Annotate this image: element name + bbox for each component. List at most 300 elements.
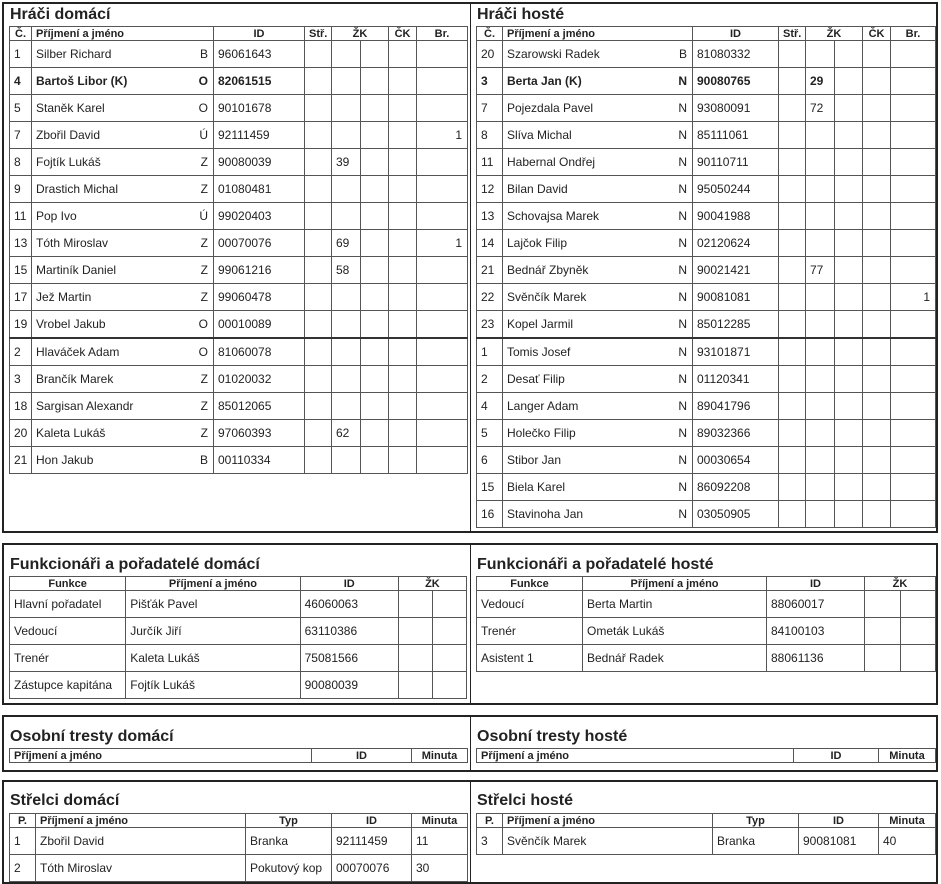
player-br xyxy=(891,149,936,176)
player-str xyxy=(305,203,332,230)
player-ck xyxy=(863,149,891,176)
player-row xyxy=(477,284,936,311)
col-zk: ŽK xyxy=(332,27,389,41)
away-officials-title: Funkcionáři a pořadatelé hosté xyxy=(477,556,714,573)
scorer-order: 1 xyxy=(10,828,36,855)
col-type: Typ xyxy=(246,814,332,828)
player-name-cell xyxy=(32,338,214,366)
player-zk xyxy=(332,203,361,230)
player-str xyxy=(305,68,332,95)
player-name-cell xyxy=(503,447,693,474)
col-name: Příjmení a jméno xyxy=(10,749,312,763)
player-ck xyxy=(389,420,417,447)
official-id: 88061136 xyxy=(767,645,865,672)
player-name-cell xyxy=(32,203,214,230)
player-name: Tomis Josef xyxy=(507,345,571,359)
player-name-cell xyxy=(503,257,693,284)
player-zk xyxy=(806,284,835,311)
player-name: Kaleta Lukáš xyxy=(36,426,106,440)
player-ck xyxy=(389,122,417,149)
player-position: N xyxy=(678,426,687,440)
player-id: 90041988 xyxy=(693,203,779,230)
player-zk xyxy=(806,501,835,528)
player-zk2 xyxy=(835,176,863,203)
player-name-cell xyxy=(503,311,693,339)
col-br: Br. xyxy=(417,27,468,41)
player-position: N xyxy=(678,263,687,277)
player-id: 85111061 xyxy=(693,122,779,149)
official-row xyxy=(477,618,936,645)
home-scorers-title: Střelci domácí xyxy=(10,792,120,809)
player-zk: 69 xyxy=(332,230,361,257)
player-id: 90021421 xyxy=(693,257,779,284)
player-name: Drastich Michal xyxy=(36,182,119,196)
player-row xyxy=(10,68,468,95)
player-ck xyxy=(863,366,891,393)
scorer-name: Zbořil David xyxy=(36,828,246,855)
col-zk: ŽK xyxy=(806,27,863,41)
official-zk2 xyxy=(432,618,466,645)
player-row xyxy=(477,366,936,393)
player-name: Jež Martin xyxy=(36,290,92,304)
player-id: 02120624 xyxy=(693,230,779,257)
player-row xyxy=(10,149,468,176)
col-id: ID xyxy=(332,814,412,828)
col-ck: ČK xyxy=(389,27,417,41)
official-row xyxy=(10,672,467,699)
official-zk xyxy=(865,645,901,672)
player-zk2 xyxy=(835,501,863,528)
player-zk: 72 xyxy=(806,95,835,122)
player-number: 16 xyxy=(477,501,503,528)
player-name-cell xyxy=(503,203,693,230)
player-ck xyxy=(863,122,891,149)
player-number: 8 xyxy=(477,122,503,149)
player-row xyxy=(10,366,468,393)
player-zk xyxy=(332,176,361,203)
player-br xyxy=(891,474,936,501)
col-id: ID xyxy=(767,577,865,591)
player-name: Hlaváček Adam xyxy=(36,345,120,359)
player-id: 01080481 xyxy=(214,176,305,203)
officials-divider xyxy=(470,545,471,703)
player-str xyxy=(305,41,332,68)
player-str xyxy=(779,366,806,393)
player-row xyxy=(477,338,936,366)
player-str xyxy=(305,122,332,149)
player-name: Brančík Marek xyxy=(36,372,114,386)
player-name-cell xyxy=(503,338,693,366)
player-br xyxy=(891,420,936,447)
player-br xyxy=(891,447,936,474)
scorer-name: Svěnčík Marek xyxy=(503,828,713,855)
player-zk2 xyxy=(361,420,389,447)
home-penalties-title: Osobní tresty domácí xyxy=(10,728,174,745)
player-ck xyxy=(863,257,891,284)
player-ck xyxy=(863,338,891,366)
player-ck xyxy=(389,230,417,257)
player-name-cell xyxy=(503,284,693,311)
player-number: 7 xyxy=(477,95,503,122)
player-row xyxy=(477,501,936,528)
player-number: 5 xyxy=(477,420,503,447)
player-position: O xyxy=(198,317,208,331)
official-role: Vedoucí xyxy=(477,591,583,618)
player-zk2 xyxy=(835,420,863,447)
official-id: 84100103 xyxy=(767,618,865,645)
player-zk2 xyxy=(361,149,389,176)
player-position: Z xyxy=(200,155,208,169)
player-row xyxy=(477,41,936,68)
player-row xyxy=(477,68,936,95)
player-br: 1 xyxy=(417,230,468,257)
player-name-cell xyxy=(503,366,693,393)
player-name: Szarowski Radek xyxy=(507,47,600,61)
home-players-title: Hráči domácí xyxy=(10,6,111,23)
player-br xyxy=(891,176,936,203)
col-name: Příjmení a jméno xyxy=(32,27,214,41)
away-players-table xyxy=(476,26,936,528)
player-name: Fojtík Lukáš xyxy=(36,155,101,169)
player-name: Silber Richard xyxy=(36,47,112,61)
player-position: Z xyxy=(200,182,208,196)
home-scorers-table xyxy=(9,813,468,882)
player-str xyxy=(305,420,332,447)
player-name-cell xyxy=(503,95,693,122)
scorer-id: 00070076 xyxy=(332,855,412,882)
player-zk xyxy=(806,393,835,420)
player-str xyxy=(305,257,332,284)
official-zk xyxy=(398,618,432,645)
official-row xyxy=(477,645,936,672)
player-name-cell xyxy=(503,176,693,203)
player-zk2 xyxy=(835,311,863,339)
col-minute: Minuta xyxy=(879,814,936,828)
player-str xyxy=(305,338,332,366)
player-number: 22 xyxy=(477,284,503,311)
player-br xyxy=(417,41,468,68)
col-id: ID xyxy=(312,749,412,763)
player-id: 93101871 xyxy=(693,338,779,366)
player-zk2 xyxy=(835,393,863,420)
official-zk xyxy=(398,672,432,699)
player-row xyxy=(477,149,936,176)
player-number: 11 xyxy=(477,149,503,176)
player-number: 4 xyxy=(10,68,32,95)
player-str xyxy=(779,393,806,420)
player-id: 90081081 xyxy=(693,284,779,311)
player-id: 85012065 xyxy=(214,393,305,420)
player-number: 12 xyxy=(477,176,503,203)
player-name-cell xyxy=(503,41,693,68)
official-row xyxy=(10,591,467,618)
player-number: 15 xyxy=(477,474,503,501)
player-number: 20 xyxy=(10,420,32,447)
player-row xyxy=(10,447,468,474)
official-zk xyxy=(398,591,432,618)
home-officials-title: Funkcionáři a pořadatelé domácí xyxy=(10,556,260,573)
player-name-cell xyxy=(503,230,693,257)
player-name-cell xyxy=(32,68,214,95)
official-role: Vedoucí xyxy=(10,618,126,645)
away-scorers-title: Střelci hosté xyxy=(477,792,574,809)
player-name-cell xyxy=(32,122,214,149)
player-number: 1 xyxy=(10,41,32,68)
player-br xyxy=(891,68,936,95)
official-zk2 xyxy=(901,618,936,645)
player-position: N xyxy=(678,507,687,521)
player-zk xyxy=(332,311,361,339)
scorer-type: Branka xyxy=(246,828,332,855)
player-id: 00030654 xyxy=(693,447,779,474)
player-zk2 xyxy=(835,149,863,176)
player-position: N xyxy=(678,236,687,250)
player-id: 90080765 xyxy=(693,68,779,95)
player-ck xyxy=(389,284,417,311)
player-ck xyxy=(863,176,891,203)
player-br xyxy=(891,122,936,149)
col-type: Typ xyxy=(713,814,799,828)
player-zk2 xyxy=(835,474,863,501)
player-zk xyxy=(806,447,835,474)
player-row xyxy=(477,311,936,339)
player-zk xyxy=(332,122,361,149)
player-name: Langer Adam xyxy=(507,399,579,413)
player-position: N xyxy=(678,345,687,359)
player-ck xyxy=(863,447,891,474)
player-position: N xyxy=(678,209,687,223)
player-id: 99061216 xyxy=(214,257,305,284)
player-str xyxy=(305,230,332,257)
player-zk2 xyxy=(361,95,389,122)
player-position: Ú xyxy=(199,128,208,142)
player-number: 23 xyxy=(477,311,503,339)
player-br xyxy=(891,203,936,230)
player-position: Z xyxy=(200,290,208,304)
player-position: N xyxy=(678,128,687,142)
scorer-id: 92111459 xyxy=(332,828,412,855)
player-zk: 62 xyxy=(332,420,361,447)
official-role: Trenér xyxy=(10,645,126,672)
col-id: ID xyxy=(214,27,305,41)
player-zk xyxy=(806,311,835,339)
player-number: 3 xyxy=(10,366,32,393)
player-str xyxy=(779,501,806,528)
player-br xyxy=(891,311,936,339)
col-str: Stř. xyxy=(305,27,332,41)
scorer-order: 2 xyxy=(10,855,36,882)
player-position: Ú xyxy=(199,209,208,223)
away-penalties-table xyxy=(476,748,936,763)
official-name: Fojtík Lukáš xyxy=(126,672,300,699)
player-position: N xyxy=(678,74,687,88)
player-str xyxy=(305,366,332,393)
player-number: 6 xyxy=(477,447,503,474)
player-zk2 xyxy=(835,338,863,366)
player-id: 95050244 xyxy=(693,176,779,203)
player-br xyxy=(417,447,468,474)
player-id: 97060393 xyxy=(214,420,305,447)
player-number: 3 xyxy=(477,68,503,95)
player-row xyxy=(477,230,936,257)
away-penalties-title: Osobní tresty hosté xyxy=(477,728,628,745)
player-number: 21 xyxy=(10,447,32,474)
player-number: 13 xyxy=(477,203,503,230)
player-position: B xyxy=(199,47,208,61)
col-name: Příjmení a jméno xyxy=(503,27,693,41)
player-str xyxy=(779,338,806,366)
player-str xyxy=(305,447,332,474)
player-ck xyxy=(863,230,891,257)
player-ck xyxy=(863,393,891,420)
player-name-cell xyxy=(503,474,693,501)
player-number: 2 xyxy=(10,338,32,366)
player-number: 13 xyxy=(10,230,32,257)
player-number: 19 xyxy=(10,311,32,339)
player-name: Hon Jakub xyxy=(36,453,94,467)
player-zk xyxy=(332,284,361,311)
official-row xyxy=(10,618,467,645)
player-zk2 xyxy=(361,257,389,284)
official-id: 46060063 xyxy=(300,591,398,618)
player-name: Holečko Filip xyxy=(507,426,576,440)
player-position: N xyxy=(678,399,687,413)
player-zk2 xyxy=(835,366,863,393)
player-str xyxy=(305,176,332,203)
scorer-id: 90081081 xyxy=(799,828,879,855)
scorer-minute: 30 xyxy=(412,855,468,882)
player-name: Tóth Miroslav xyxy=(36,236,109,250)
player-position: B xyxy=(678,47,687,61)
player-br xyxy=(891,41,936,68)
player-ck xyxy=(863,284,891,311)
player-id: 99020403 xyxy=(214,203,305,230)
player-br xyxy=(891,230,936,257)
player-name: Staněk Karel xyxy=(36,101,105,115)
player-row xyxy=(477,176,936,203)
player-name-cell xyxy=(503,68,693,95)
col-role: Funkce xyxy=(477,577,583,591)
players-divider xyxy=(470,4,471,531)
player-br: 1 xyxy=(891,284,936,311)
official-name: Ometák Lukáš xyxy=(583,618,767,645)
player-id: 00110334 xyxy=(214,447,305,474)
player-zk xyxy=(806,122,835,149)
player-zk2 xyxy=(361,68,389,95)
player-position: Z xyxy=(200,426,208,440)
player-zk2 xyxy=(361,122,389,149)
player-zk: 58 xyxy=(332,257,361,284)
player-name-cell xyxy=(503,420,693,447)
player-name: Bednář Zbyněk xyxy=(507,263,589,277)
player-br xyxy=(417,311,468,339)
player-zk xyxy=(332,393,361,420)
player-name-cell xyxy=(32,176,214,203)
player-zk xyxy=(332,447,361,474)
player-zk xyxy=(806,474,835,501)
player-id: 82061515 xyxy=(214,68,305,95)
col-id: ID xyxy=(300,577,398,591)
player-zk2 xyxy=(835,230,863,257)
col-minute: Minuta xyxy=(412,749,468,763)
player-number: 9 xyxy=(10,176,32,203)
col-br: Br. xyxy=(891,27,936,41)
scorer-row xyxy=(10,855,468,882)
player-name: Pojezdala Pavel xyxy=(507,101,594,115)
officials-section xyxy=(2,543,938,705)
col-name: Příjmení a jméno xyxy=(583,577,767,591)
player-id: 93080091 xyxy=(693,95,779,122)
player-name-cell xyxy=(32,447,214,474)
player-row xyxy=(477,122,936,149)
col-ck: ČK xyxy=(863,27,891,41)
player-id: 03050905 xyxy=(693,501,779,528)
scorers-divider xyxy=(470,782,471,882)
player-name: Bilan David xyxy=(507,182,568,196)
player-position: N xyxy=(678,372,687,386)
player-position: Z xyxy=(200,399,208,413)
player-br xyxy=(417,257,468,284)
player-zk2 xyxy=(361,41,389,68)
player-br xyxy=(891,257,936,284)
player-str xyxy=(779,257,806,284)
player-position: N xyxy=(678,155,687,169)
player-zk xyxy=(806,366,835,393)
player-zk xyxy=(806,420,835,447)
col-name: Příjmení a jméno xyxy=(36,814,246,828)
player-row xyxy=(10,338,468,366)
player-id: 90080039 xyxy=(214,149,305,176)
player-name: Pop Ivo xyxy=(36,209,77,223)
player-str xyxy=(779,41,806,68)
player-name: Bartoš Libor (K) xyxy=(36,74,128,88)
player-br xyxy=(891,366,936,393)
player-br xyxy=(891,95,936,122)
player-zk xyxy=(806,41,835,68)
player-id: 90101678 xyxy=(214,95,305,122)
player-id: 89032366 xyxy=(693,420,779,447)
player-id: 00010089 xyxy=(214,311,305,339)
player-str xyxy=(779,447,806,474)
official-zk2 xyxy=(901,591,936,618)
player-name-cell xyxy=(503,501,693,528)
player-id: 01120341 xyxy=(693,366,779,393)
player-position: N xyxy=(678,290,687,304)
player-position: N xyxy=(678,101,687,115)
away-scorers-table xyxy=(476,813,936,855)
player-position: N xyxy=(678,453,687,467)
scorer-type: Pokutový kop xyxy=(246,855,332,882)
player-zk2 xyxy=(361,393,389,420)
player-row xyxy=(10,311,468,339)
player-br xyxy=(417,149,468,176)
player-str xyxy=(779,176,806,203)
away-officials-table xyxy=(476,576,936,672)
official-zk2 xyxy=(901,645,936,672)
player-zk2 xyxy=(361,338,389,366)
player-id: 92111459 xyxy=(214,122,305,149)
player-br: 1 xyxy=(417,122,468,149)
player-name-cell xyxy=(32,257,214,284)
official-zk xyxy=(398,645,432,672)
player-br xyxy=(417,284,468,311)
player-ck xyxy=(389,311,417,339)
player-name: Stibor Jan xyxy=(507,453,562,467)
player-ck xyxy=(863,420,891,447)
player-number: 7 xyxy=(10,122,32,149)
player-zk xyxy=(806,338,835,366)
home-penalties-table xyxy=(9,748,468,763)
